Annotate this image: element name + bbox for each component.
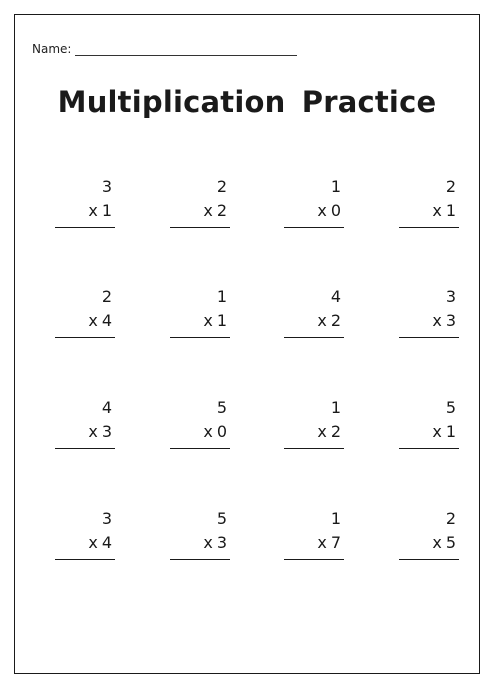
multiply-operator: x [432, 311, 442, 330]
problem-bottom-number: 4 [101, 533, 112, 552]
problem-5 [55, 287, 115, 349]
name-field-row [32, 42, 297, 56]
problem-bottom-number: 4 [101, 311, 112, 330]
answer-line[interactable] [284, 227, 344, 228]
problem-bottom-row [203, 311, 227, 331]
answer-line[interactable] [55, 227, 115, 228]
multiply-operator: x [88, 533, 98, 552]
problem-bottom-row [317, 311, 341, 331]
multiply-operator: x [88, 422, 98, 441]
problem-bottom-number: 1 [216, 311, 227, 330]
answer-line[interactable] [284, 337, 344, 338]
problem-bottom-row [317, 201, 341, 221]
problem-9 [55, 398, 115, 460]
problem-2 [170, 177, 230, 239]
multiply-operator: x [88, 311, 98, 330]
problem-top-number: 1 [216, 287, 227, 306]
problem-top-number: 3 [101, 509, 112, 528]
problem-bottom-row [432, 422, 456, 442]
problem-bottom-number: 2 [216, 201, 227, 220]
problem-bottom-row [432, 533, 456, 553]
problem-bottom-number: 2 [330, 311, 341, 330]
name-label: Name: [32, 42, 72, 56]
problem-bottom-row [88, 533, 112, 553]
problem-bottom-row [432, 311, 456, 331]
problem-bottom-number: 0 [330, 201, 341, 220]
problem-top-number: 1 [330, 177, 341, 196]
problem-bottom-number: 1 [445, 201, 456, 220]
multiply-operator: x [317, 201, 327, 220]
problem-3 [284, 177, 344, 239]
multiply-operator: x [432, 422, 442, 441]
problem-bottom-number: 1 [101, 201, 112, 220]
worksheet-page [14, 14, 480, 674]
answer-line[interactable] [170, 337, 230, 338]
problem-bottom-row [432, 201, 456, 221]
answer-line[interactable] [55, 559, 115, 560]
answer-line[interactable] [399, 559, 459, 560]
name-line[interactable] [75, 42, 297, 56]
answer-line[interactable] [284, 448, 344, 449]
problem-top-number: 4 [101, 398, 112, 417]
problem-top-number: 3 [101, 177, 112, 196]
multiply-operator: x [203, 533, 213, 552]
problem-8 [399, 287, 459, 349]
problem-bottom-number: 2 [330, 422, 341, 441]
problem-top-number: 2 [445, 509, 456, 528]
problem-bottom-row [203, 201, 227, 221]
problem-15 [284, 509, 344, 571]
problem-bottom-number: 5 [445, 533, 456, 552]
answer-line[interactable] [399, 448, 459, 449]
problem-11 [284, 398, 344, 460]
problem-bottom-row [317, 533, 341, 553]
answer-line[interactable] [170, 559, 230, 560]
answer-line[interactable] [55, 448, 115, 449]
answer-line[interactable] [399, 337, 459, 338]
page-title: Multiplication Practice [57, 85, 437, 119]
problem-top-number: 3 [445, 287, 456, 306]
answer-line[interactable] [170, 448, 230, 449]
problem-top-number: 5 [445, 398, 456, 417]
multiply-operator: x [317, 533, 327, 552]
problem-bottom-number: 0 [216, 422, 227, 441]
multiply-operator: x [432, 201, 442, 220]
problem-top-number: 1 [330, 398, 341, 417]
problem-1 [55, 177, 115, 239]
problem-top-number: 5 [216, 509, 227, 528]
problem-bottom-number: 1 [445, 422, 456, 441]
problem-top-number: 2 [216, 177, 227, 196]
problem-bottom-row [88, 201, 112, 221]
multiply-operator: x [203, 311, 213, 330]
problem-top-number: 2 [101, 287, 112, 306]
problem-12 [399, 398, 459, 460]
multiply-operator: x [432, 533, 442, 552]
problem-7 [284, 287, 344, 349]
problem-top-number: 5 [216, 398, 227, 417]
answer-line[interactable] [399, 227, 459, 228]
problem-16 [399, 509, 459, 571]
multiply-operator: x [317, 311, 327, 330]
problem-bottom-row [88, 311, 112, 331]
problem-bottom-number: 3 [216, 533, 227, 552]
problem-10 [170, 398, 230, 460]
problem-bottom-row [317, 422, 341, 442]
multiply-operator: x [317, 422, 327, 441]
problem-4 [399, 177, 459, 239]
problem-bottom-row [203, 422, 227, 442]
multiply-operator: x [203, 422, 213, 441]
problem-6 [170, 287, 230, 349]
multiply-operator: x [203, 201, 213, 220]
problem-13 [55, 509, 115, 571]
answer-line[interactable] [284, 559, 344, 560]
multiply-operator: x [88, 201, 98, 220]
problem-bottom-number: 3 [101, 422, 112, 441]
problem-bottom-row [203, 533, 227, 553]
problem-bottom-number: 7 [330, 533, 341, 552]
problem-bottom-number: 3 [445, 311, 456, 330]
problem-top-number: 1 [330, 509, 341, 528]
problem-14 [170, 509, 230, 571]
problem-bottom-row [88, 422, 112, 442]
answer-line[interactable] [170, 227, 230, 228]
problem-top-number: 4 [330, 287, 341, 306]
answer-line[interactable] [55, 337, 115, 338]
problem-top-number: 2 [445, 177, 456, 196]
